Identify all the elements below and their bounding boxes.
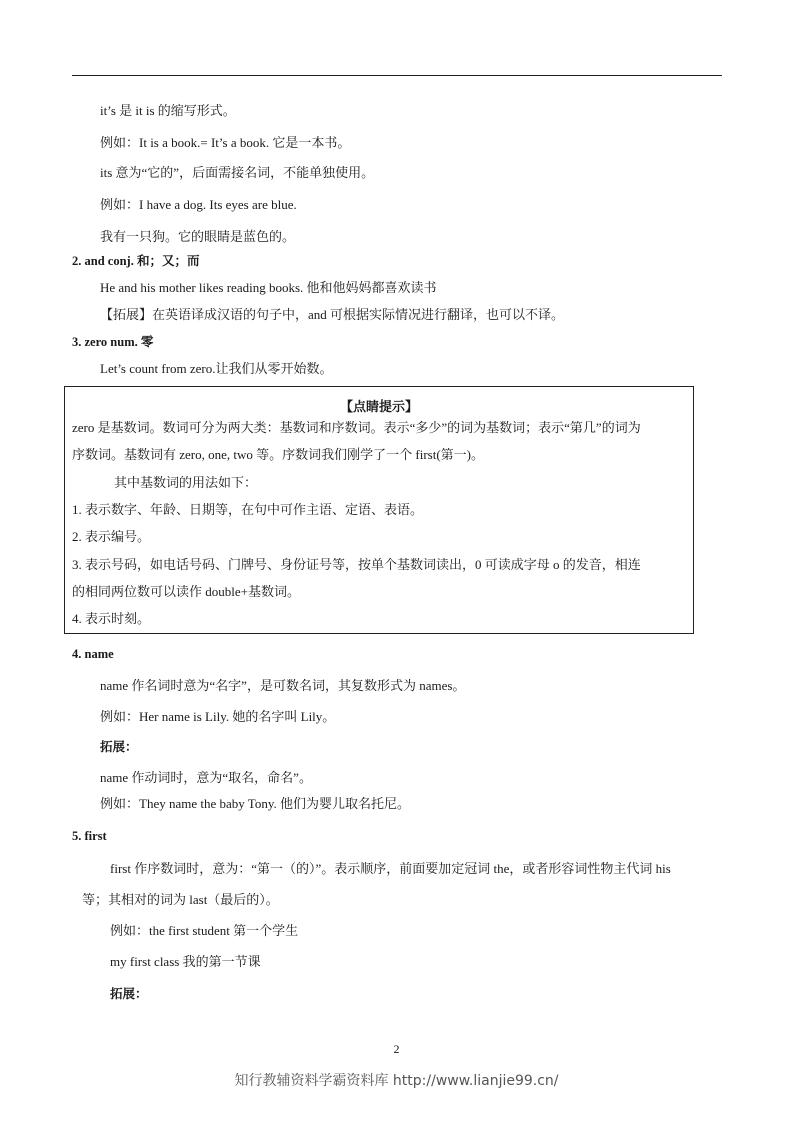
heading-zero: 3. zero num. 零: [72, 335, 154, 349]
line-its-abbrev: it’s 是 it is 的缩写形式。: [100, 103, 236, 118]
line-name-verb-example: 例如：They name the baby Tony. 他们为婴儿取名托尼。: [100, 796, 410, 811]
tip-line-1: zero 是基数词。数词可分为两大类：基数词和序数词。表示“多少”的词为基数词；表示“第几”的词为: [72, 420, 641, 435]
line-first-meaning: first 作序数词时，意为：“第一（的）”。表示顺序，前面要加定冠词 the，或者形容词性物主代词 his: [110, 861, 671, 876]
line-name-example: 例如：Her name is Lily. 她的名字叫 Lily。: [100, 709, 336, 724]
line-first-example-2: my first class 我的第一节课: [110, 954, 261, 969]
page-number: 2: [393, 1042, 400, 1056]
label-first-extension: 拓展：: [110, 987, 148, 1001]
line-first-opposite: 等；其相对的词为 last（最后的）。: [82, 892, 279, 907]
line-example-book: 例如：It is a book.= It’s a book. 它是一本书。: [100, 135, 351, 150]
header-rule: [72, 75, 722, 76]
tip-box-title: 【点睛提示】: [339, 399, 418, 414]
tip-line-4: 1. 表示数字、年龄、日期等，在句中可作主语、定语、表语。: [72, 502, 424, 517]
line-name-verb: name 作动词时，意为“取名，命名”。: [100, 770, 312, 785]
label-name-extension: 拓展：: [100, 740, 138, 754]
tip-line-5: 2. 表示编号。: [72, 529, 151, 544]
line-first-example-1: 例如：the first student 第一个学生: [110, 923, 299, 938]
line-example-dog: 例如：I have a dog. Its eyes are blue.: [100, 197, 297, 212]
tip-line-3: 其中基数词的用法如下：: [114, 475, 258, 490]
heading-and: 2. and conj. 和；又；而: [72, 254, 200, 268]
heading-first: 5. first: [72, 829, 107, 843]
line-its-meaning: its 意为“它的”，后面需接名词，不能单独使用。: [100, 165, 375, 180]
line-dog-translation: 我有一只狗。它的眼睛是蓝色的。: [100, 229, 296, 244]
line-name-noun: name 作名词时意为“名字”，是可数名词，其复数形式为 names。: [100, 678, 466, 693]
line-and-extension: 【拓展】在英语译成汉语的句子中，and 可根据实际情况进行翻译，也可以不译。: [100, 307, 565, 322]
line-zero-example: Let’s count from zero.让我们从零开始数。: [100, 361, 333, 376]
tip-line-6: 3. 表示号码，如电话号码、门牌号、身份证号等，按单个基数词读出，0 可读成字母 o 的发音，相连: [72, 557, 641, 572]
tip-line-8: 4. 表示时刻。: [72, 611, 151, 626]
line-and-example: He and his mother likes reading books. 他和他妈妈都喜欢读书: [100, 280, 437, 295]
heading-name: 4. name: [72, 647, 114, 661]
tip-line-7: 的相同两位数可以读作 double+基数词。: [72, 584, 300, 599]
tip-line-2: 序数词。基数词有 zero, one, two 等。序数词我们刚学了一个 first(第一)。: [72, 447, 484, 462]
footer-watermark: 知行教辅资料学霸资料库 http://www.lianjie99.cn/: [234, 1073, 559, 1089]
